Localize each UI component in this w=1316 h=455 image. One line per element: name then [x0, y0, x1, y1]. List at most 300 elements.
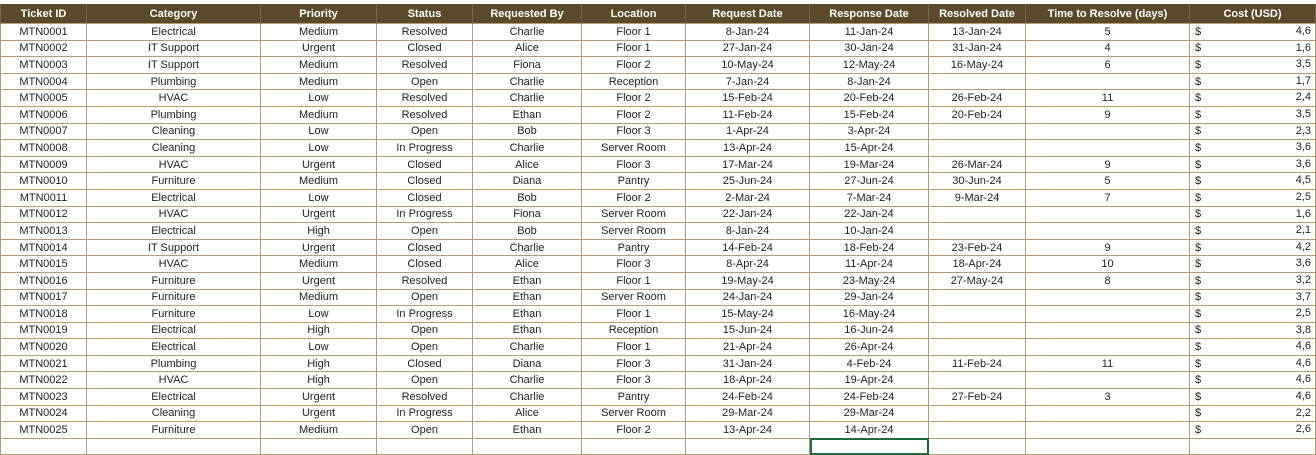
cell-request-date[interactable]: 24-Jan-24: [686, 289, 810, 306]
cell-location[interactable]: Floor 1: [582, 272, 686, 289]
cell-time-to-resolve[interactable]: 4: [1026, 40, 1190, 57]
cell-location[interactable]: Floor 1: [582, 306, 686, 323]
cell-requested-by[interactable]: Charlie: [473, 389, 582, 406]
cell-resolved-date[interactable]: [929, 206, 1026, 223]
cell-category[interactable]: IT Support: [87, 40, 261, 57]
column-header-priority[interactable]: Priority: [261, 4, 377, 24]
cell-cost[interactable]: [1190, 24, 1316, 41]
column-header-location[interactable]: Location: [582, 4, 686, 24]
cell-priority[interactable]: Medium: [261, 256, 377, 273]
cell-status[interactable]: Resolved: [377, 389, 473, 406]
cell-status[interactable]: In Progress: [377, 306, 473, 323]
cell-time-to-resolve[interactable]: 7: [1026, 189, 1190, 206]
cell-category[interactable]: Furniture: [87, 272, 261, 289]
cell-location[interactable]: Server Room: [582, 140, 686, 157]
cell-category[interactable]: Cleaning: [87, 405, 261, 422]
cell-time-to-resolve[interactable]: 10: [1026, 256, 1190, 273]
cell-ticket-id[interactable]: MTN0008: [1, 140, 87, 157]
cell-category[interactable]: Furniture: [87, 422, 261, 439]
cell-resolved-date[interactable]: 16-May-24: [929, 57, 1026, 74]
cell-cost[interactable]: [1190, 322, 1316, 339]
cell-status[interactable]: Open: [377, 73, 473, 90]
cell-location[interactable]: Server Room: [582, 223, 686, 240]
cell-requested-by[interactable]: Charlie: [473, 73, 582, 90]
cell-cost[interactable]: [1190, 206, 1316, 223]
cell-request-date[interactable]: 13-Apr-24: [686, 140, 810, 157]
cell-location[interactable]: Floor 2: [582, 57, 686, 74]
cell-resolved-date[interactable]: 27-Feb-24: [929, 389, 1026, 406]
cell-requested-by[interactable]: Charlie: [473, 90, 582, 107]
empty-cell[interactable]: [1190, 438, 1316, 455]
cell-request-date[interactable]: 15-May-24: [686, 306, 810, 323]
cell-category[interactable]: HVAC: [87, 206, 261, 223]
cell-time-to-resolve[interactable]: 9: [1026, 239, 1190, 256]
cell-resolved-date[interactable]: 30-Jun-24: [929, 173, 1026, 190]
cell-priority[interactable]: Low: [261, 339, 377, 356]
cell-request-date[interactable]: 8-Jan-24: [686, 223, 810, 240]
cell-cost[interactable]: [1190, 289, 1316, 306]
cell-requested-by[interactable]: Alice: [473, 256, 582, 273]
cell-cost[interactable]: [1190, 189, 1316, 206]
cell-cost[interactable]: [1190, 355, 1316, 372]
column-header-cost[interactable]: Cost (USD): [1190, 4, 1316, 24]
cell-cost[interactable]: [1190, 123, 1316, 140]
cell-request-date[interactable]: 11-Feb-24: [686, 106, 810, 123]
cell-time-to-resolve[interactable]: [1026, 73, 1190, 90]
cell-request-date[interactable]: 7-Jan-24: [686, 73, 810, 90]
cell-time-to-resolve[interactable]: [1026, 322, 1190, 339]
cell-priority[interactable]: High: [261, 322, 377, 339]
cell-category[interactable]: Plumbing: [87, 106, 261, 123]
cell-requested-by[interactable]: Diana: [473, 355, 582, 372]
cell-ticket-id[interactable]: MTN0017: [1, 289, 87, 306]
cell-ticket-id[interactable]: MTN0016: [1, 272, 87, 289]
cell-priority[interactable]: Low: [261, 123, 377, 140]
cell-cost[interactable]: [1190, 389, 1316, 406]
cell-resolved-date[interactable]: 11-Feb-24: [929, 355, 1026, 372]
cell-location[interactable]: Floor 2: [582, 422, 686, 439]
cell-location[interactable]: Floor 3: [582, 156, 686, 173]
cell-request-date[interactable]: 8-Apr-24: [686, 256, 810, 273]
cell-time-to-resolve[interactable]: [1026, 306, 1190, 323]
cell-resolved-date[interactable]: [929, 405, 1026, 422]
cell-status[interactable]: Resolved: [377, 24, 473, 41]
cell-status[interactable]: Open: [377, 422, 473, 439]
cell-time-to-resolve[interactable]: 11: [1026, 355, 1190, 372]
cell-ticket-id[interactable]: MTN0002: [1, 40, 87, 57]
cell-status[interactable]: In Progress: [377, 206, 473, 223]
cell-status[interactable]: Open: [377, 372, 473, 389]
cell-time-to-resolve[interactable]: 5: [1026, 24, 1190, 41]
cell-status[interactable]: Closed: [377, 189, 473, 206]
cell-resolved-date[interactable]: 23-Feb-24: [929, 239, 1026, 256]
column-header-request-date[interactable]: Request Date: [686, 4, 810, 24]
cell-cost[interactable]: [1190, 173, 1316, 190]
cell-cost[interactable]: [1190, 272, 1316, 289]
cell-resolved-date[interactable]: [929, 123, 1026, 140]
cell-resolved-date[interactable]: 13-Jan-24: [929, 24, 1026, 41]
cell-category[interactable]: Furniture: [87, 289, 261, 306]
spreadsheet-grid[interactable]: [0, 4, 1311, 442]
empty-cell[interactable]: [87, 438, 261, 455]
cell-requested-by[interactable]: Ethan: [473, 106, 582, 123]
cell-ticket-id[interactable]: MTN0018: [1, 306, 87, 323]
cell-priority[interactable]: Urgent: [261, 239, 377, 256]
cell-cost[interactable]: [1190, 73, 1316, 90]
cell-request-date[interactable]: 8-Jan-24: [686, 24, 810, 41]
cell-priority[interactable]: Urgent: [261, 272, 377, 289]
cell-time-to-resolve[interactable]: [1026, 372, 1190, 389]
cell-requested-by[interactable]: Diana: [473, 173, 582, 190]
cell-request-date[interactable]: 24-Feb-24: [686, 389, 810, 406]
cell-time-to-resolve[interactable]: [1026, 206, 1190, 223]
cell-location[interactable]: Pantry: [582, 239, 686, 256]
cell-location[interactable]: Floor 1: [582, 40, 686, 57]
cell-time-to-resolve[interactable]: 3: [1026, 389, 1190, 406]
cell-category[interactable]: Electrical: [87, 339, 261, 356]
cell-ticket-id[interactable]: MTN0011: [1, 189, 87, 206]
cell-response-date[interactable]: 20-Feb-24: [810, 90, 929, 107]
cell-status[interactable]: Open: [377, 339, 473, 356]
cell-category[interactable]: Plumbing: [87, 355, 261, 372]
cell-ticket-id[interactable]: MTN0007: [1, 123, 87, 140]
cell-cost[interactable]: [1190, 405, 1316, 422]
cell-priority[interactable]: Medium: [261, 73, 377, 90]
cell-ticket-id[interactable]: MTN0004: [1, 73, 87, 90]
cell-time-to-resolve[interactable]: 11: [1026, 90, 1190, 107]
cell-time-to-resolve[interactable]: [1026, 422, 1190, 439]
cell-location[interactable]: Reception: [582, 73, 686, 90]
cell-request-date[interactable]: 1-Apr-24: [686, 123, 810, 140]
cell-category[interactable]: Electrical: [87, 322, 261, 339]
cell-priority[interactable]: Low: [261, 306, 377, 323]
cell-response-date[interactable]: 12-May-24: [810, 57, 929, 74]
empty-cell[interactable]: [929, 438, 1026, 455]
cell-request-date[interactable]: 19-May-24: [686, 272, 810, 289]
cell-requested-by[interactable]: Charlie: [473, 24, 582, 41]
column-header-time-to-resolve[interactable]: Time to Resolve (days): [1026, 4, 1190, 24]
cell-time-to-resolve[interactable]: 8: [1026, 272, 1190, 289]
cell-category[interactable]: Electrical: [87, 189, 261, 206]
cell-requested-by[interactable]: Alice: [473, 405, 582, 422]
cell-category[interactable]: HVAC: [87, 156, 261, 173]
cell-status[interactable]: Open: [377, 223, 473, 240]
cell-priority[interactable]: Medium: [261, 57, 377, 74]
cell-location[interactable]: Pantry: [582, 173, 686, 190]
cell-response-date[interactable]: 8-Jan-24: [810, 73, 929, 90]
cell-status[interactable]: Resolved: [377, 57, 473, 74]
cell-ticket-id[interactable]: MTN0014: [1, 239, 87, 256]
cell-resolved-date[interactable]: 18-Apr-24: [929, 256, 1026, 273]
cell-response-date[interactable]: 3-Apr-24: [810, 123, 929, 140]
cell-category[interactable]: HVAC: [87, 256, 261, 273]
cell-requested-by[interactable]: Ethan: [473, 272, 582, 289]
cell-resolved-date[interactable]: 20-Feb-24: [929, 106, 1026, 123]
cell-category[interactable]: HVAC: [87, 372, 261, 389]
cell-request-date[interactable]: 25-Jun-24: [686, 173, 810, 190]
cell-cost[interactable]: [1190, 372, 1316, 389]
cell-cost[interactable]: [1190, 106, 1316, 123]
cell-resolved-date[interactable]: [929, 140, 1026, 157]
cell-priority[interactable]: Low: [261, 140, 377, 157]
cell-location[interactable]: Server Room: [582, 289, 686, 306]
cell-status[interactable]: Open: [377, 289, 473, 306]
column-header-response-date[interactable]: Response Date: [810, 4, 929, 24]
empty-cell[interactable]: [377, 438, 473, 455]
cell-response-date[interactable]: 29-Jan-24: [810, 289, 929, 306]
cell-cost[interactable]: [1190, 256, 1316, 273]
cell-status[interactable]: Closed: [377, 256, 473, 273]
cell-request-date[interactable]: 17-Mar-24: [686, 156, 810, 173]
cell-priority[interactable]: Medium: [261, 289, 377, 306]
cell-time-to-resolve[interactable]: 6: [1026, 57, 1190, 74]
cell-priority[interactable]: Urgent: [261, 156, 377, 173]
cell-category[interactable]: Electrical: [87, 389, 261, 406]
cell-location[interactable]: Floor 2: [582, 106, 686, 123]
cell-resolved-date[interactable]: 31-Jan-24: [929, 40, 1026, 57]
currency-symbol: $: [1195, 42, 1202, 55]
cell-category[interactable]: IT Support: [87, 239, 261, 256]
cell-priority[interactable]: High: [261, 223, 377, 240]
cell-priority[interactable]: Urgent: [261, 389, 377, 406]
cell-status[interactable]: Closed: [377, 173, 473, 190]
cell-status[interactable]: Open: [377, 123, 473, 140]
cell-request-date[interactable]: 15-Feb-24: [686, 90, 810, 107]
cell-cost[interactable]: [1190, 306, 1316, 323]
cell-resolved-date[interactable]: [929, 339, 1026, 356]
cell-request-date[interactable]: 22-Jan-24: [686, 206, 810, 223]
cell-resolved-date[interactable]: [929, 422, 1026, 439]
cell-requested-by[interactable]: Bob: [473, 223, 582, 240]
cell-response-date[interactable]: 22-Jan-24: [810, 206, 929, 223]
cell-category[interactable]: Electrical: [87, 223, 261, 240]
cell-response-date[interactable]: 30-Jan-24: [810, 40, 929, 57]
cell-cost[interactable]: [1190, 40, 1316, 57]
cell-requested-by[interactable]: Ethan: [473, 306, 582, 323]
cell-time-to-resolve[interactable]: 5: [1026, 173, 1190, 190]
cell-requested-by[interactable]: Fiona: [473, 57, 582, 74]
cell-ticket-id[interactable]: MTN0009: [1, 156, 87, 173]
cell-category[interactable]: Cleaning: [87, 123, 261, 140]
cell-ticket-id[interactable]: MTN0001: [1, 24, 87, 41]
cell-status[interactable]: Closed: [377, 239, 473, 256]
cell-category[interactable]: Furniture: [87, 306, 261, 323]
cell-time-to-resolve[interactable]: [1026, 140, 1190, 157]
cell-response-date[interactable]: 4-Feb-24: [810, 355, 929, 372]
cell-category[interactable]: Electrical: [87, 24, 261, 41]
cell-request-date[interactable]: 14-Feb-24: [686, 239, 810, 256]
cell-time-to-resolve[interactable]: [1026, 405, 1190, 422]
cell-response-date[interactable]: 7-Mar-24: [810, 189, 929, 206]
cell-ticket-id[interactable]: MTN0025: [1, 422, 87, 439]
cell-response-date[interactable]: 15-Apr-24: [810, 140, 929, 157]
cell-cost[interactable]: [1190, 239, 1316, 256]
cell-status[interactable]: Resolved: [377, 272, 473, 289]
cell-resolved-date[interactable]: 27-May-24: [929, 272, 1026, 289]
empty-cell[interactable]: [582, 438, 686, 455]
cell-status[interactable]: Open: [377, 322, 473, 339]
cell-requested-by[interactable]: Charlie: [473, 239, 582, 256]
cell-ticket-id[interactable]: MTN0023: [1, 389, 87, 406]
cell-requested-by[interactable]: Alice: [473, 40, 582, 57]
cell-location[interactable]: Floor 3: [582, 372, 686, 389]
cell-response-date[interactable]: 19-Mar-24: [810, 156, 929, 173]
cell-response-date[interactable]: 16-Jun-24: [810, 322, 929, 339]
cell-time-to-resolve[interactable]: [1026, 289, 1190, 306]
cell-ticket-id[interactable]: MTN0022: [1, 372, 87, 389]
cell-priority[interactable]: Medium: [261, 173, 377, 190]
cell-priority[interactable]: Urgent: [261, 405, 377, 422]
cell-ticket-id[interactable]: MTN0006: [1, 106, 87, 123]
cell-priority[interactable]: Low: [261, 189, 377, 206]
cell-priority[interactable]: Medium: [261, 422, 377, 439]
cell-location[interactable]: Floor 1: [582, 339, 686, 356]
cell-request-date[interactable]: 21-Apr-24: [686, 339, 810, 356]
cell-location[interactable]: Floor 3: [582, 355, 686, 372]
cell-requested-by[interactable]: Fiona: [473, 206, 582, 223]
column-header-category[interactable]: Category: [87, 4, 261, 24]
cell-location[interactable]: Server Room: [582, 405, 686, 422]
cell-requested-by[interactable]: Bob: [473, 189, 582, 206]
cell-ticket-id[interactable]: MTN0012: [1, 206, 87, 223]
cell-requested-by[interactable]: Charlie: [473, 140, 582, 157]
cell-request-date[interactable]: 2-Mar-24: [686, 189, 810, 206]
cell-time-to-resolve[interactable]: [1026, 223, 1190, 240]
cell-status[interactable]: Closed: [377, 355, 473, 372]
cell-requested-by[interactable]: Alice: [473, 156, 582, 173]
cell-response-date[interactable]: 27-Jun-24: [810, 173, 929, 190]
cell-ticket-id[interactable]: MTN0013: [1, 223, 87, 240]
cell-location[interactable]: Reception: [582, 322, 686, 339]
cell-response-date[interactable]: 29-Mar-24: [810, 405, 929, 422]
cell-priority[interactable]: Medium: [261, 106, 377, 123]
cell-cost[interactable]: [1190, 57, 1316, 74]
cell-response-date[interactable]: 11-Jan-24: [810, 24, 929, 41]
cell-status[interactable]: In Progress: [377, 405, 473, 422]
cell-requested-by[interactable]: Charlie: [473, 339, 582, 356]
cell-location[interactable]: Floor 1: [582, 24, 686, 41]
cell-response-date[interactable]: 10-Jan-24: [810, 223, 929, 240]
cell-status[interactable]: Closed: [377, 156, 473, 173]
selected-cell[interactable]: [810, 438, 929, 455]
cell-status[interactable]: Resolved: [377, 106, 473, 123]
cell-ticket-id[interactable]: MTN0019: [1, 322, 87, 339]
cell-ticket-id[interactable]: MTN0005: [1, 90, 87, 107]
cell-request-date[interactable]: 15-Jun-24: [686, 322, 810, 339]
cell-cost[interactable]: [1190, 90, 1316, 107]
cell-resolved-date[interactable]: [929, 73, 1026, 90]
cell-location[interactable]: Floor 3: [582, 256, 686, 273]
cell-response-date[interactable]: 18-Feb-24: [810, 239, 929, 256]
empty-cell[interactable]: [686, 438, 810, 455]
cell-resolved-date[interactable]: 26-Feb-24: [929, 90, 1026, 107]
cell-requested-by[interactable]: Charlie: [473, 372, 582, 389]
cell-resolved-date[interactable]: [929, 223, 1026, 240]
column-header-requested-by[interactable]: Requested By: [473, 4, 582, 24]
cell-status[interactable]: In Progress: [377, 140, 473, 157]
cell-requested-by[interactable]: Bob: [473, 123, 582, 140]
cell-requested-by[interactable]: Ethan: [473, 422, 582, 439]
currency-symbol: $: [1195, 75, 1202, 88]
cell-request-date[interactable]: 31-Jan-24: [686, 355, 810, 372]
cell-resolved-date[interactable]: [929, 322, 1026, 339]
cell-location[interactable]: Floor 2: [582, 189, 686, 206]
cell-request-date[interactable]: 27-Jan-24: [686, 40, 810, 57]
empty-cell[interactable]: [1026, 438, 1190, 455]
cell-status[interactable]: Closed: [377, 40, 473, 57]
cell-cost[interactable]: [1190, 156, 1316, 173]
cell-category[interactable]: Furniture: [87, 173, 261, 190]
cell-time-to-resolve[interactable]: 9: [1026, 156, 1190, 173]
cell-priority[interactable]: Low: [261, 90, 377, 107]
cell-requested-by[interactable]: Ethan: [473, 322, 582, 339]
cell-category[interactable]: Cleaning: [87, 140, 261, 157]
column-header-status[interactable]: Status: [377, 4, 473, 24]
cell-resolved-date[interactable]: [929, 289, 1026, 306]
cell-ticket-id[interactable]: MTN0020: [1, 339, 87, 356]
cell-response-date[interactable]: 23-May-24: [810, 272, 929, 289]
cell-response-date[interactable]: 16-May-24: [810, 306, 929, 323]
cell-cost[interactable]: [1190, 422, 1316, 439]
cell-resolved-date[interactable]: 26-Mar-24: [929, 156, 1026, 173]
cell-cost[interactable]: [1190, 140, 1316, 157]
cell-status[interactable]: Resolved: [377, 90, 473, 107]
cell-response-date[interactable]: 15-Feb-24: [810, 106, 929, 123]
cell-ticket-id[interactable]: MTN0024: [1, 405, 87, 422]
cell-response-date[interactable]: 26-Apr-24: [810, 339, 929, 356]
cell-request-date[interactable]: 13-Apr-24: [686, 422, 810, 439]
cell-time-to-resolve[interactable]: [1026, 123, 1190, 140]
cell-response-date[interactable]: 11-Apr-24: [810, 256, 929, 273]
cell-response-date[interactable]: 14-Apr-24: [810, 422, 929, 439]
empty-cell[interactable]: [261, 438, 377, 455]
cell-response-date[interactable]: 19-Apr-24: [810, 372, 929, 389]
cell-cost[interactable]: [1190, 339, 1316, 356]
cell-resolved-date[interactable]: [929, 372, 1026, 389]
cell-location[interactable]: Pantry: [582, 389, 686, 406]
cell-priority[interactable]: Urgent: [261, 40, 377, 57]
cell-priority[interactable]: Urgent: [261, 206, 377, 223]
empty-cell[interactable]: [1, 438, 87, 455]
cell-priority[interactable]: High: [261, 355, 377, 372]
cell-cost[interactable]: [1190, 223, 1316, 240]
cell-requested-by[interactable]: Ethan: [473, 289, 582, 306]
cell-resolved-date[interactable]: [929, 306, 1026, 323]
cell-category[interactable]: HVAC: [87, 90, 261, 107]
cell-request-date[interactable]: 29-Mar-24: [686, 405, 810, 422]
cell-request-date[interactable]: 18-Apr-24: [686, 372, 810, 389]
cell-ticket-id[interactable]: MTN0015: [1, 256, 87, 273]
cell-priority[interactable]: High: [261, 372, 377, 389]
cell-time-to-resolve[interactable]: 9: [1026, 106, 1190, 123]
cell-location[interactable]: Floor 3: [582, 123, 686, 140]
cell-category[interactable]: IT Support: [87, 57, 261, 74]
cell-resolved-date[interactable]: 9-Mar-24: [929, 189, 1026, 206]
cell-priority[interactable]: Medium: [261, 24, 377, 41]
cell-response-date[interactable]: 24-Feb-24: [810, 389, 929, 406]
cell-category[interactable]: Plumbing: [87, 73, 261, 90]
cell-ticket-id[interactable]: MTN0003: [1, 57, 87, 74]
cell-ticket-id[interactable]: MTN0010: [1, 173, 87, 190]
cell-request-date[interactable]: 10-May-24: [686, 57, 810, 74]
column-header-resolved-date[interactable]: Resolved Date: [929, 4, 1026, 24]
cell-location[interactable]: Server Room: [582, 206, 686, 223]
empty-cell[interactable]: [473, 438, 582, 455]
cell-time-to-resolve[interactable]: [1026, 339, 1190, 356]
column-header-ticket-id[interactable]: Ticket ID: [1, 4, 87, 24]
cell-ticket-id[interactable]: MTN0021: [1, 355, 87, 372]
cell-location[interactable]: Floor 2: [582, 90, 686, 107]
